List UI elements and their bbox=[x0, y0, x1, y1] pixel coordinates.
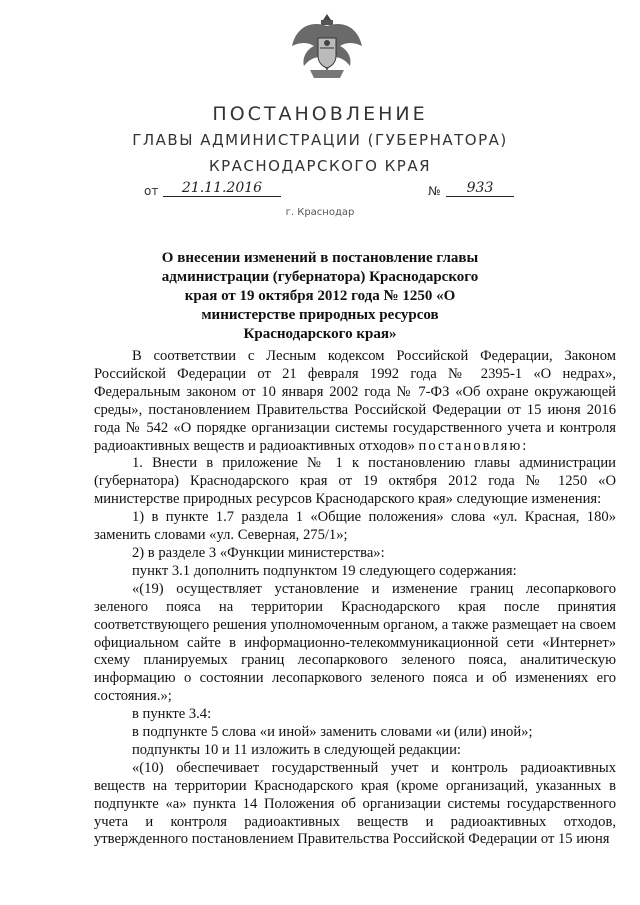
body-paragraph: 1) в пункте 1.7 раздела 1 «Общие положения» слова «ул. Красная, 180» заменить словами «ул. Северная, 275/1»; bbox=[94, 509, 616, 544]
number-prefix: № bbox=[428, 184, 441, 198]
body-paragraph: в пункте 3.4: bbox=[132, 706, 212, 723]
preamble-paragraph bbox=[94, 348, 616, 455]
resolution-keyword: постановляю: bbox=[418, 437, 529, 454]
coat-of-arms-emblem bbox=[290, 12, 364, 82]
handwritten-number: 933 bbox=[446, 180, 514, 197]
body-paragraph: пункт 3.1 дополнить подпунктом 19 следующего содержания: bbox=[132, 562, 517, 579]
handwritten-date: 21.11.2016 bbox=[163, 180, 281, 197]
authority-heading-line1: ГЛАВЫ АДМИНИСТРАЦИИ (ГУБЕРНАТОРА) bbox=[132, 131, 508, 149]
body-paragraph: «(19) осуществляет установление и изменение границ лесопаркового зеленого пояса на территории Краснодарского края после принятия соответствующего решения уполномоченным органом, а также размещает на своем официальном сайте в информационно-телекоммуникационной сети «Интернет» схему планируемых границ лесопаркового зеленого пояса, аналитическую информацию о состоянии лесопаркового зеленого пояса и об изменениях его состояния.»; bbox=[94, 580, 616, 705]
date-prefix: от bbox=[144, 184, 159, 198]
document-body bbox=[94, 348, 616, 849]
body-paragraph: в подпункте 5 слова «и иной» заменить словами «и (или) иной»; bbox=[132, 724, 533, 741]
document-type-heading: ПОСТАНОВЛЕНИЕ bbox=[212, 103, 428, 125]
body-paragraph: 1. Внести в приложение № 1 к постановлению главы администрации (губернатора) Краснодарского края от 19 октября 2012 года № 1250 «О министерстве природных ресурсов Краснодарского края» следующие изменения: bbox=[94, 455, 616, 508]
authority-heading-line2: КРАСНОДАРСКОГО КРАЯ bbox=[208, 157, 432, 175]
preamble-text: В соответствии с Лесным кодексом Российской Федерации, Законом Российской Федерации от 21 февраля 1992 года № 2395-1 «О недрах», Федеральным законом от 10 января 2002 года № 7-ФЗ «Об охране окружающей среды», постановлением Правительства Российской Федерации от 15 июня 2016 года № 542 «О порядке организации системы государственного учета и контроля радиоактивных веществ и радиоактивных отходов» bbox=[94, 348, 616, 454]
body-paragraph: 2) в разделе 3 «Функции министерства»: bbox=[132, 544, 385, 561]
body-paragraph: подпункты 10 и 11 изложить в следующей редакции: bbox=[132, 741, 461, 758]
city-line: г. Краснодар bbox=[285, 207, 355, 218]
body-paragraph: «(10) обеспечивает государственный учет и контроль радиоактивных веществ на территории Краснодарского края (кроме организаций, указанных в подпункте «а» пункта 14 Положения об организации системы государственного учета и контроля радиоактивных веществ и радиоактивных отходов, утвержденного постановлением Правительства Российской Федерации от 15 июня bbox=[94, 759, 616, 848]
document-title: О внесении изменений в постановление главы администрации (губернатора) Краснодарского края от 19 октября 2012 года № 1250 «О министерстве природных ресурсов Краснодарского края» bbox=[161, 250, 479, 342]
